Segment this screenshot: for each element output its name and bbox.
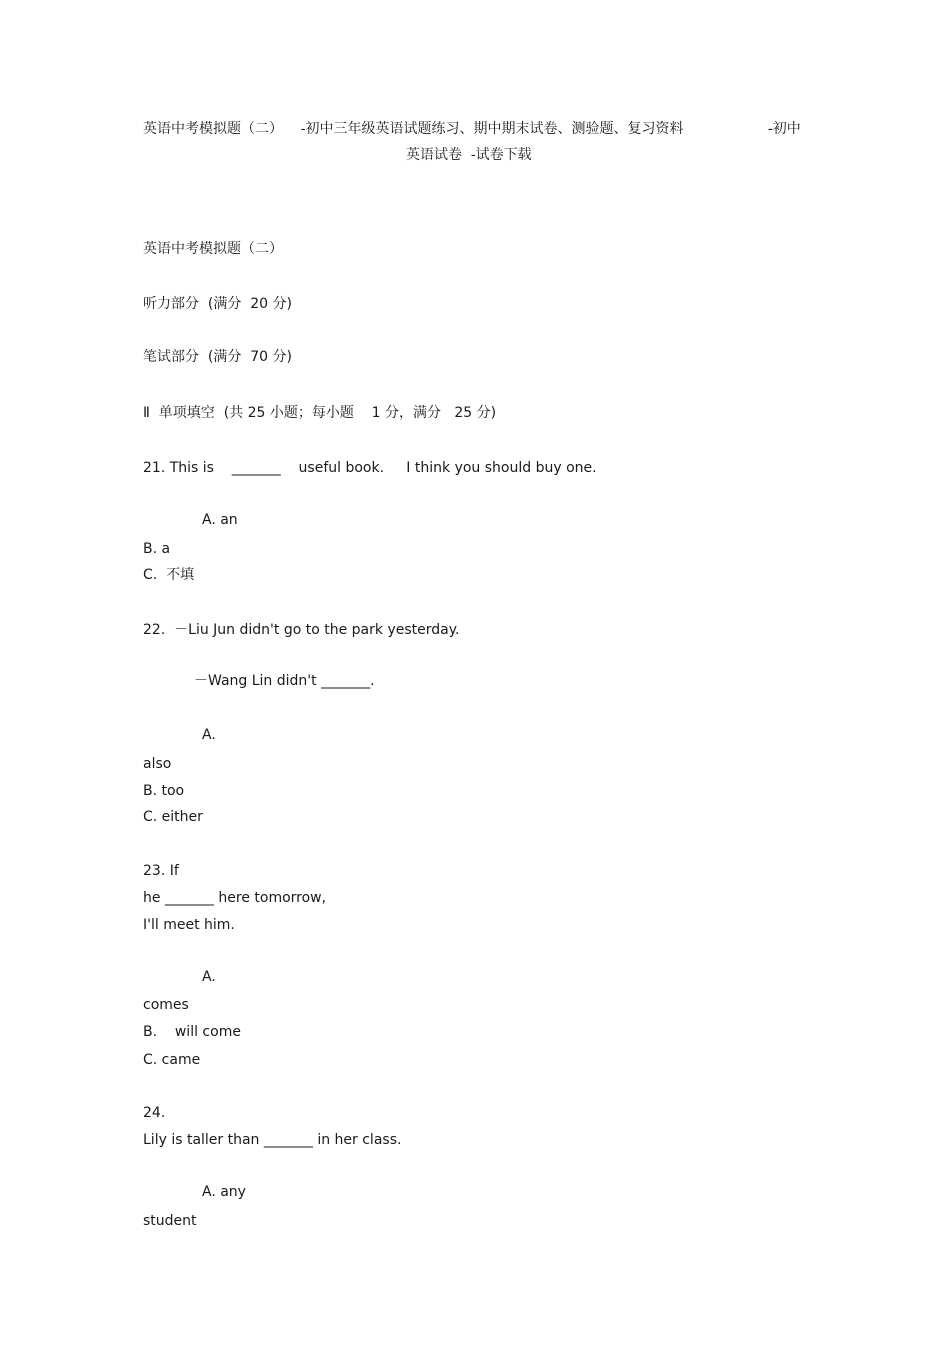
question-stem-line2: he _______ here tomorrow, xyxy=(143,890,327,906)
question-stem: 22. －Liu Jun didn't go to the park yesterday. xyxy=(143,622,460,638)
question-stem: 23. If xyxy=(143,863,179,879)
question-stem-line3: I'll meet him. xyxy=(143,917,235,933)
option-a-text: also xyxy=(143,756,172,772)
option-b: B. a xyxy=(143,541,171,557)
writing-section-label: 笔试部分 (满分 70 分) xyxy=(143,349,292,365)
option-a: A. xyxy=(202,727,216,743)
question-stem-line2: Lily is taller than _______ in her class. xyxy=(143,1132,402,1148)
option-a: A. an xyxy=(202,512,238,528)
question-stem: 24. xyxy=(143,1105,166,1121)
option-c: C. 不填 xyxy=(143,567,195,583)
document-title-line1: 英语中考模拟题（二） -初中三年级英语试题练习、期中期末试卷、测验题、复习资料 xyxy=(143,121,684,137)
question-stem-reply: －Wang Lin didn't _______. xyxy=(194,673,375,689)
option-a: A. any xyxy=(202,1184,246,1200)
option-a: A. xyxy=(202,969,216,985)
multiple-choice-section-label: Ⅱ 单项填空 (共 25 小题；每小题 1 分，满分 25 分) xyxy=(143,405,497,421)
question-stem: 21. This is _______ useful book. I think you should buy one. xyxy=(143,460,597,476)
exam-heading: 英语中考模拟题（二） xyxy=(143,241,283,257)
document-title-line1-end: -初中 xyxy=(768,121,801,137)
option-b: B. too xyxy=(143,783,185,799)
option-a-text: comes xyxy=(143,997,189,1013)
listening-section-label: 听力部分 (满分 20 分) xyxy=(143,296,292,312)
document-title-line2: 英语试卷 -试卷下载 xyxy=(406,147,532,163)
option-c: C. came xyxy=(143,1052,201,1068)
option-b: B. will come xyxy=(143,1024,241,1040)
option-a-text: student xyxy=(143,1213,197,1229)
option-c: C. either xyxy=(143,809,203,825)
